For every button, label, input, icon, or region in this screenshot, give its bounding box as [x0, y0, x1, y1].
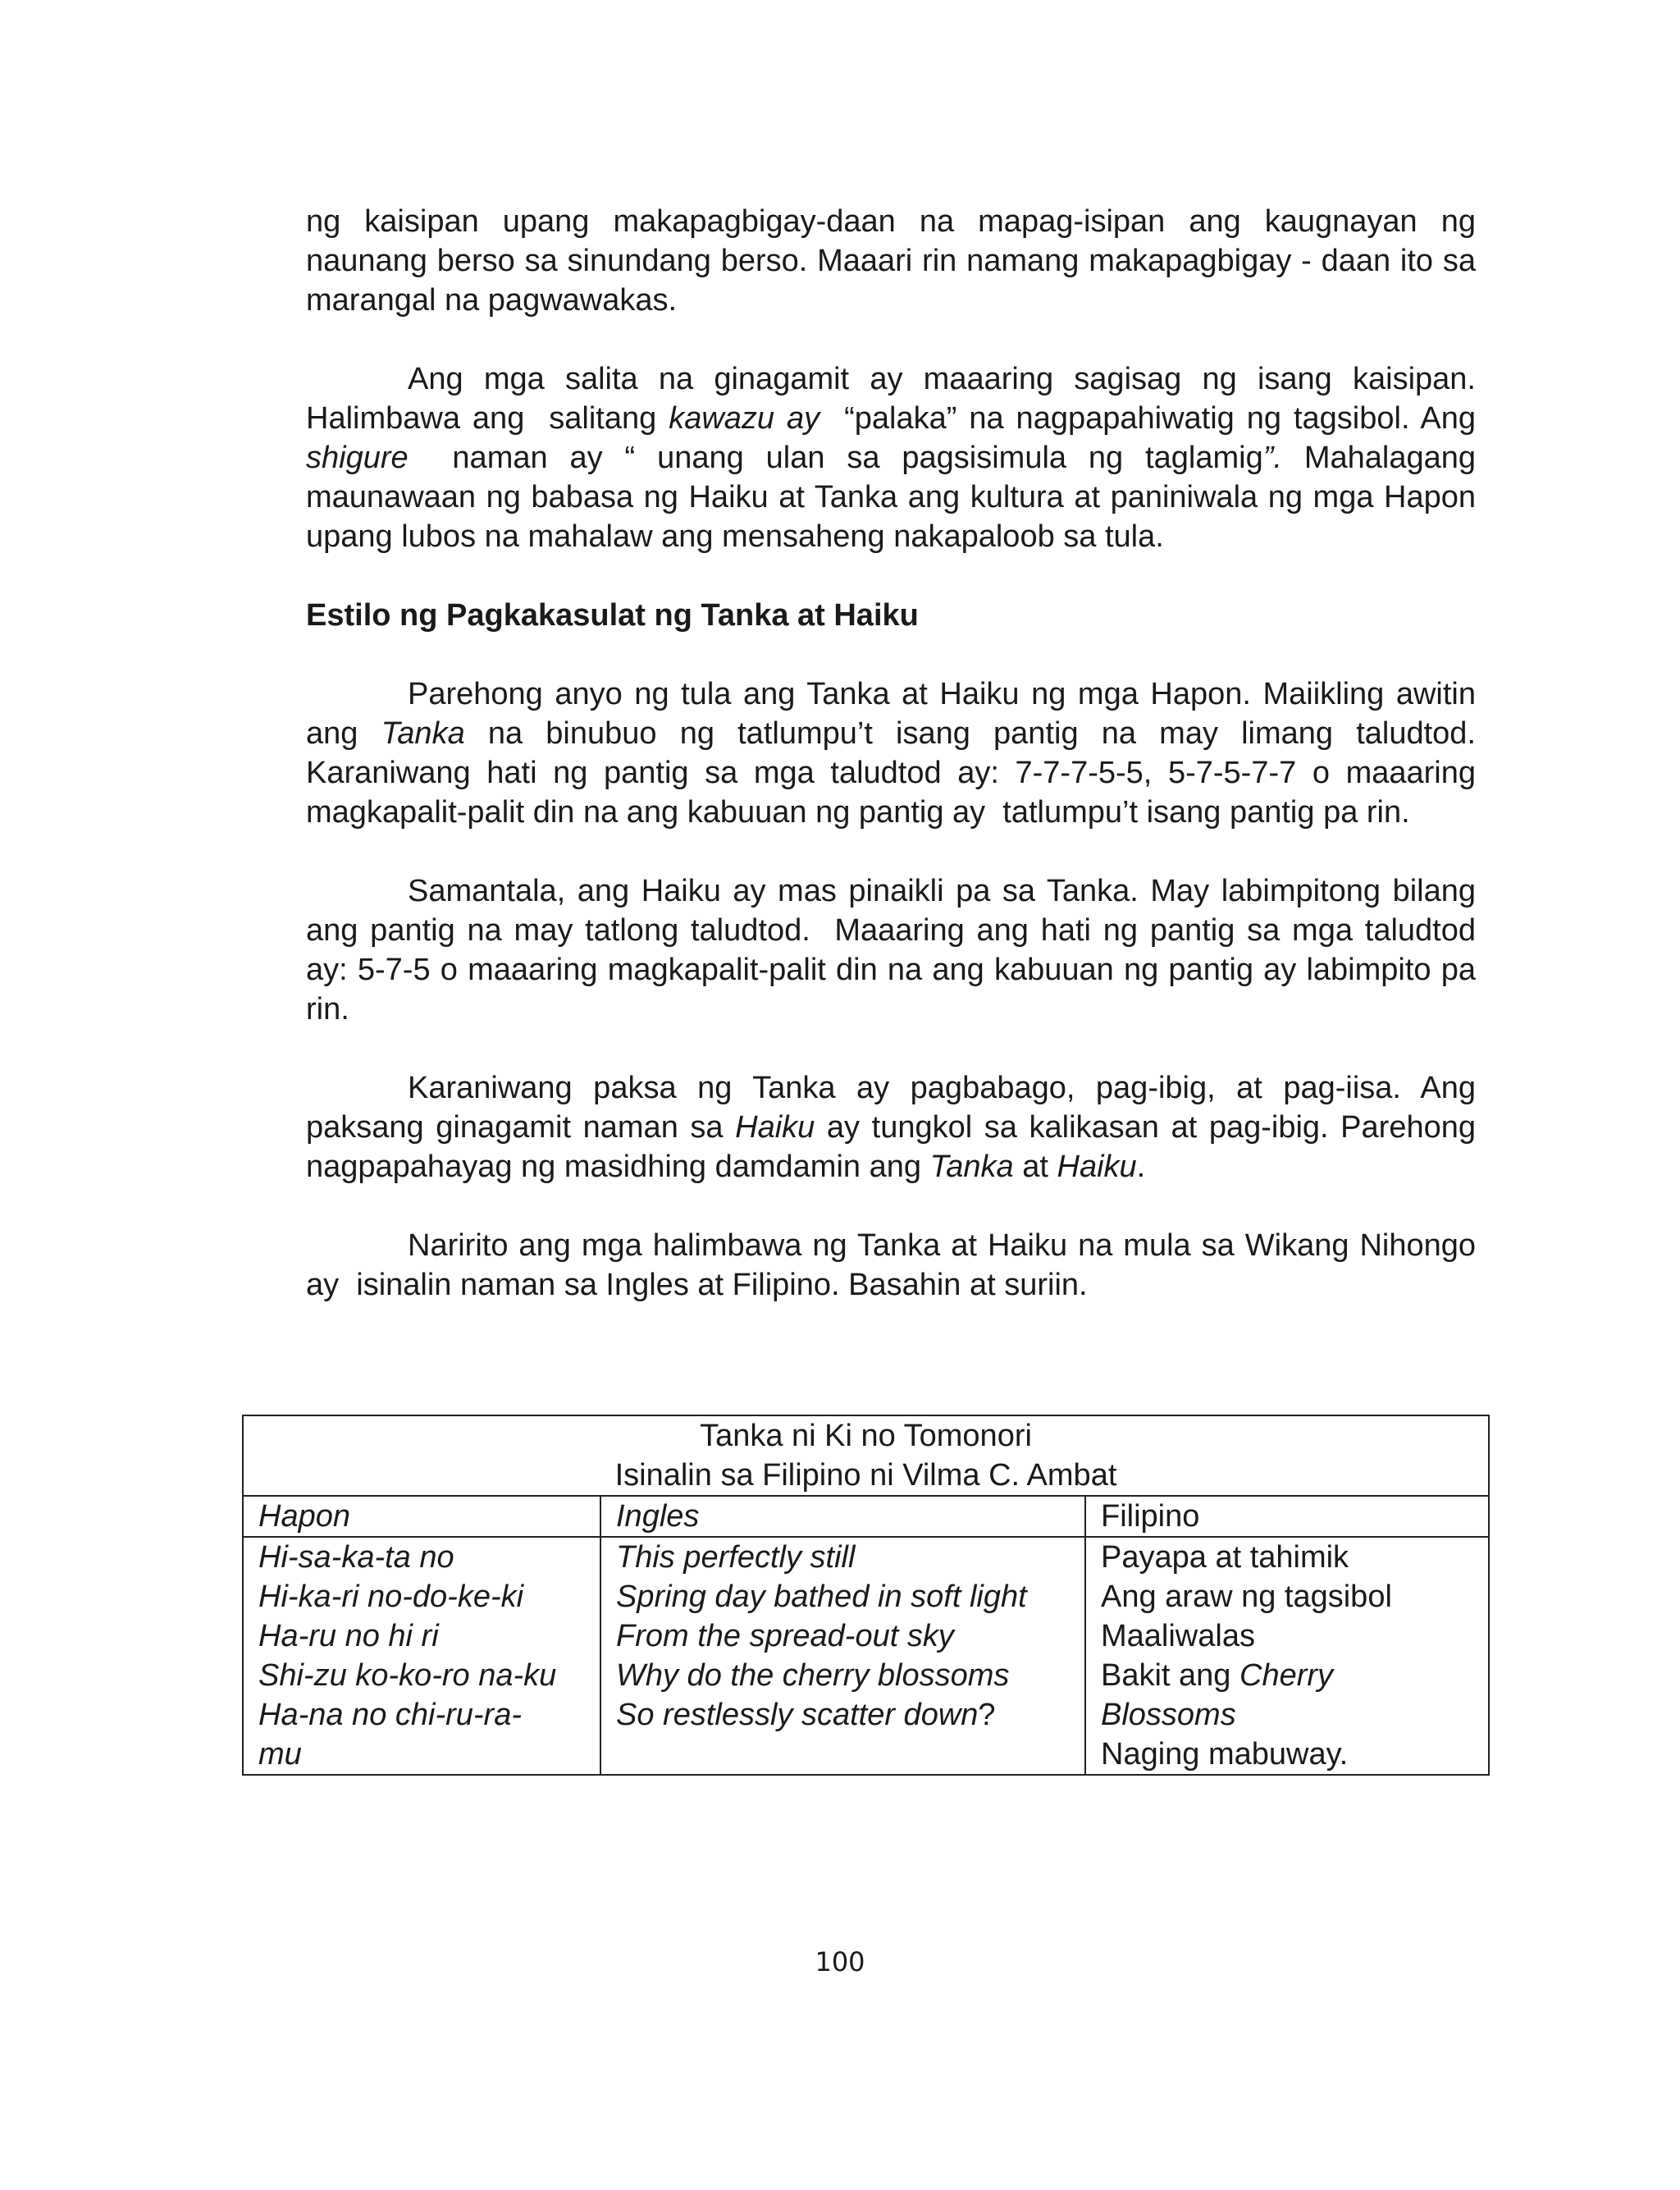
paragraph-intro-examples: Naririto ang mga halimbawa ng Tanka at Haiku na mula sa Wikang Nihongo ay isinalin naman sa Ingles at Filipino. Basahin at suriin.	[306, 1228, 1485, 1302]
hapon-line: Hi-sa-ka-ta no	[258, 1540, 454, 1575]
page-number: 100	[815, 1946, 865, 1977]
table-title: Tanka ni Ki no Tomonori	[700, 1419, 1032, 1453]
hapon-line: mu	[258, 1737, 302, 1772]
ingles-line: This perfectly still	[616, 1540, 856, 1575]
ingles-line: So restlessly scatter down?	[616, 1698, 996, 1732]
header-filipino: Filipino	[1085, 1496, 1489, 1537]
ingles-line: From the spread-out sky	[616, 1619, 954, 1653]
filipino-line: Maaliwalas	[1101, 1619, 1255, 1653]
paragraph-symbolism: Ang mga salita na ginagamit ay maaaring sagisag ng isang kaisipan. Halimbawa ang salitang kawazu ay “palaka” na nagpapahiwatig ng tagsibol. Ang shigure naman ay “ unang ulan sa pagsisimula ng taglamig”. Mahalagang maunawaan ng babasa ng Haiku at Tanka ang kultura at paniniwala ng mga Hapon upang lubos na mahalaw ang mensaheng nakapaloob sa tula.	[306, 362, 1485, 554]
header-ingles: Ingles	[600, 1496, 1085, 1537]
hapon-line: Hi-ka-ri no-do-ke-ki	[258, 1580, 524, 1614]
filipino-poem-cell	[1085, 1537, 1489, 1775]
filipino-line: Payapa at tahimik	[1101, 1540, 1349, 1575]
filipino-line: Ang araw ng tagsibol	[1101, 1580, 1392, 1614]
hapon-poem-cell	[243, 1537, 600, 1775]
section-heading: Estilo ng Pagkakasulat ng Tanka at Haiku	[306, 598, 919, 633]
ingles-poem-cell	[600, 1537, 1085, 1775]
hapon-line: Shi-zu ko-ko-ro na-ku	[258, 1658, 557, 1693]
hapon-line: Ha-na no chi-ru-ra-	[258, 1698, 522, 1732]
table-header-row	[243, 1496, 1489, 1537]
paragraph-themes: Karaniwang paksa ng Tanka ay pagbabago, pag-ibig, at pag-iisa. Ang paksang ginagamit naman sa Haiku ay tungkol sa kalikasan at pag-ibig. Parehong nagpapahayag ng masidhing damdamin ang Tanka at Haiku.	[306, 1071, 1485, 1184]
ingles-line: Spring day bathed in soft light	[616, 1580, 1027, 1614]
header-hapon: Hapon	[243, 1496, 600, 1537]
paragraph-haiku-form: Samantala, ang Haiku ay mas pinaikli pa sa Tanka. May labimpitong bilang ang pantig na may tatlong taludtod. Maaaring ang hati ng pantig sa mga taludtod ay: 5-7-5 o maaaring magkapalit-palit din na ang kabuuan ng pantig ay labimpito pa rin.	[306, 874, 1485, 1026]
paragraph-continuation: ng kaisipan upang makapagbigay-daan na mapag-isipan ang kaugnayan ng naunang berso sa sinundang berso. Maaari rin namang makapagbigay - daan ito sa marangal na pagwawakas.	[306, 204, 1502, 318]
filipino-line: Bakit ang Cherry	[1101, 1658, 1334, 1693]
paragraph-tanka-form: Parehong anyo ng tula ang Tanka at Haiku ng mga Hapon. Maiikling awitin ang Tanka na binubuo ng tatlumpu’t isang pantig na may limang taludtod. Karaniwang hati ng pantig sa mga taludtod ay: 7-7-7-5-5, 5-7-5-7-7 o maaaring magkapalit-palit din na ang kabuuan ng pantig ay tatlumpu’t isang pantig pa rin.	[306, 677, 1485, 830]
table-title-cell	[243, 1415, 1489, 1496]
page-body	[306, 202, 1502, 1305]
tanka-translation-table	[242, 1415, 1490, 1776]
table-title-row	[243, 1415, 1489, 1496]
ingles-line: Why do the cherry blossoms	[616, 1658, 1010, 1693]
filipino-line: Naging mabuway.	[1101, 1737, 1349, 1772]
table-row	[243, 1537, 1489, 1775]
hapon-line: Ha-ru no hi ri	[258, 1619, 439, 1653]
table-subtitle: Isinalin sa Filipino ni Vilma C. Ambat	[614, 1458, 1117, 1493]
filipino-line: Blossoms	[1101, 1698, 1236, 1732]
